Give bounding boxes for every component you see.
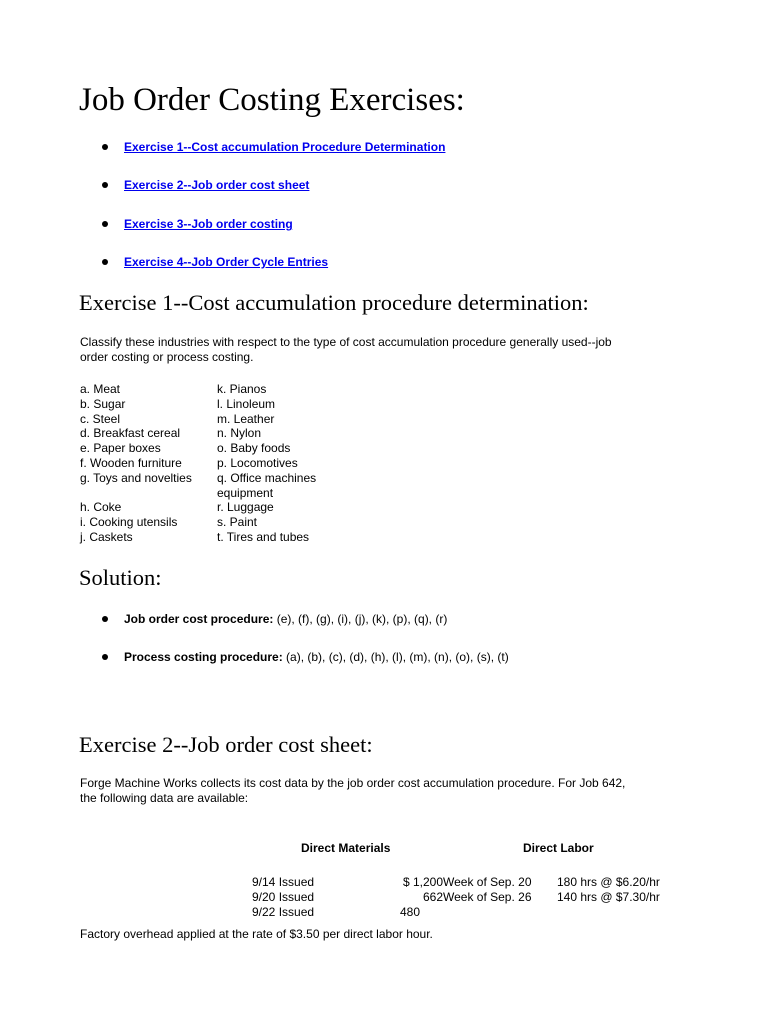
row-week: Week of Sep. 20 <box>443 875 532 889</box>
industry-item: equipment <box>217 485 274 500</box>
toc-link-exercise-3[interactable]: Exercise 3--Job order costing <box>124 217 293 231</box>
industry-item: s. Paint <box>217 515 258 530</box>
solution-label: Process costing procedure: <box>124 650 283 664</box>
bullet-icon <box>102 144 108 150</box>
exercise-1-heading: Exercise 1--Cost accumulation procedure determination: <box>79 290 589 315</box>
row-amount: 480 <box>400 904 421 919</box>
exercise-2-intro <box>80 776 625 806</box>
industry-item: i. Cooking utensils <box>80 515 178 530</box>
toc-link-exercise-4[interactable]: Exercise 4--Job Order Cycle Entries <box>124 255 329 269</box>
row-amount: 662 <box>422 889 443 904</box>
solution-value: (a), (b), (c), (d), (h), (l), (m), (n), (o), (s), (t) <box>282 650 509 664</box>
row-amounts <box>380 875 443 919</box>
industry-item: r. Luggage <box>217 500 274 515</box>
industry-item: d. Breakfast cereal <box>80 426 181 441</box>
page-title: Job Order Costing Exercises: <box>79 82 465 118</box>
row-hours: 140 hrs @ $7.30/hr <box>557 889 660 904</box>
industry-item: t. Tires and tubes <box>217 529 310 544</box>
industry-item: a. Meat <box>80 382 121 396</box>
industry-item: b. Sugar <box>80 396 126 411</box>
industry-item: l. Linoleum <box>217 396 276 411</box>
bullet-icon <box>102 221 108 227</box>
row-date: 9/20 Issued <box>252 889 315 904</box>
solution-process <box>124 650 509 664</box>
bullet-icon <box>102 182 108 188</box>
header-direct-labor: Direct Labor <box>523 841 594 855</box>
row-weeks <box>443 875 532 905</box>
solution-job-order <box>124 612 447 626</box>
industry-item: f. Wooden furniture <box>80 455 182 470</box>
row-week: Week of Sep. 26 <box>443 889 532 904</box>
solution-heading: Solution: <box>79 565 162 590</box>
industry-item: p. Locomotives <box>217 455 298 470</box>
industry-item: j. Caskets <box>80 529 133 544</box>
intro-line: Forge Machine Works collects its cost data by the job order cost accumulation procedure. For Job 642, <box>80 776 626 790</box>
spacer <box>80 486 192 501</box>
industry-item: q. Office machines <box>217 470 317 485</box>
industry-item: o. Baby foods <box>217 441 291 456</box>
industry-item: k. Pianos <box>217 382 267 396</box>
toc-link-exercise-1[interactable]: Exercise 1--Cost accumulation Procedure Determination <box>124 140 446 154</box>
industry-list-col2 <box>217 382 316 545</box>
intro-line: order costing or process costing. <box>80 349 254 364</box>
industry-item: m. Leather <box>217 411 275 426</box>
header-direct-materials: Direct Materials <box>301 841 391 855</box>
exercise-1-intro <box>80 335 612 365</box>
industry-list-col1 <box>80 382 192 545</box>
industry-item: e. Paper boxes <box>80 441 161 456</box>
row-date: 9/22 Issued <box>252 904 315 919</box>
industry-item: c. Steel <box>80 411 121 426</box>
row-date: 9/14 Issued <box>252 875 315 889</box>
industry-item: h. Coke <box>80 500 122 515</box>
bullet-icon <box>102 259 108 265</box>
bullet-icon <box>102 616 108 622</box>
solution-value: (e), (f), (g), (i), (j), (k), (p), (q), (r) <box>273 612 448 626</box>
row-hours: 180 hrs @ $6.20/hr <box>557 875 660 889</box>
toc-link-exercise-2[interactable]: Exercise 2--Job order cost sheet <box>124 178 310 192</box>
row-dates <box>252 875 314 919</box>
row-amount: $ 1,200 <box>402 875 443 889</box>
industry-item: n. Nylon <box>217 426 262 441</box>
intro-line: Classify these industries with respect to the type of cost accumulation procedure generally used--job <box>80 335 612 349</box>
industry-item: g. Toys and novelties <box>80 470 192 485</box>
solution-label: Job order cost procedure: <box>124 612 274 626</box>
exercise-2-heading: Exercise 2--Job order cost sheet: <box>79 732 373 757</box>
row-hours <box>557 875 660 905</box>
overhead-note: Factory overhead applied at the rate of $3.50 per direct labor hour. <box>80 927 433 941</box>
bullet-icon <box>102 654 108 660</box>
intro-line: the following data are available: <box>80 790 249 805</box>
